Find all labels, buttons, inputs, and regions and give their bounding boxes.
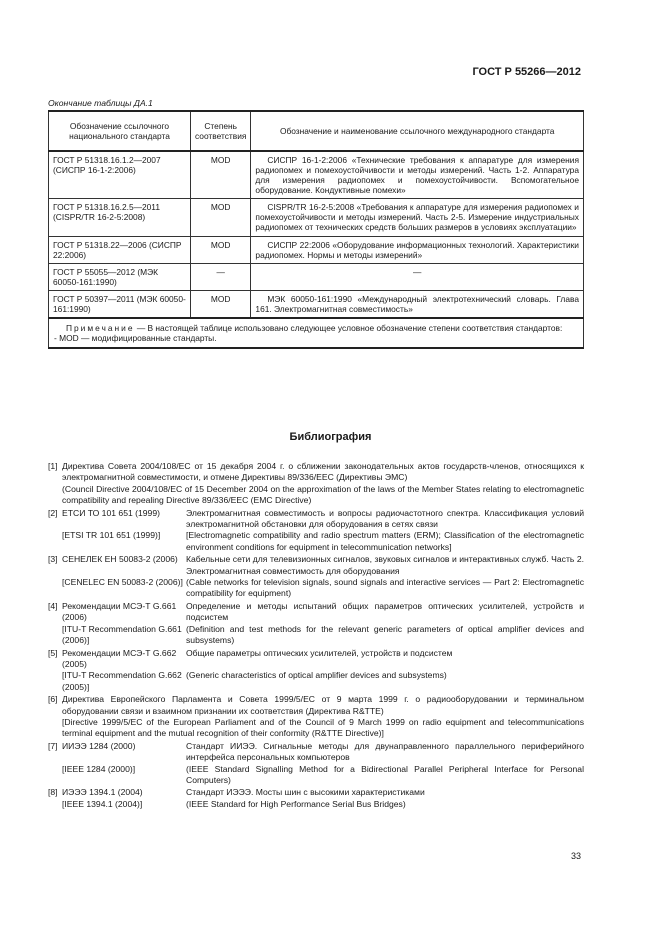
bibliography-entry xyxy=(48,694,584,740)
entry-designation: СЕНЕЛЕК ЕН 50083-2 (2006) xyxy=(62,554,178,565)
entry-title: Стандарт ИИЭЭ. Сигнальные методы для двунаправленного параллельного периферийного интерфейса персональных компьютеров xyxy=(186,740,584,763)
column-header-degree: Степень соответствия xyxy=(191,111,251,151)
entry-text-translation: [Directive 1999/5/EC of the European Parliament and of the Council of 9 March 1999 on radio equipment and telecommunications terminal equipment and the mutual recognition of their conformity (R&TTE Directive)] xyxy=(62,716,584,739)
note-item: - MOD — модифицированные стандарты. xyxy=(54,333,217,344)
entry-designation-original: [ITU-T Recommendation G.662 (2005)] xyxy=(62,670,182,692)
entry-title: Кабельные сети для телевизионных сигналов, звуковых сигналов и интерактивных служб. Часть 2. Электромагнитная совместимость для оборудования xyxy=(186,554,584,576)
table-row xyxy=(49,199,584,236)
column-header-international: Обозначение и наименование ссылочного международного стандарта xyxy=(251,111,584,151)
national-standard-cell: ГОСТ Р 55055—2012 (МЭК 60050-161:1990) xyxy=(49,263,191,290)
international-standard-cell xyxy=(251,236,584,263)
international-standard-cell xyxy=(251,151,584,199)
international-standard-cell xyxy=(251,290,584,318)
international-standard-cell xyxy=(251,199,584,236)
entry-designation: ЕТСИ ТО 101 651 (1999) xyxy=(62,507,160,518)
bibliography-entry xyxy=(48,648,584,694)
entry-title-original: (IEEE Standard Signalling Method for a Bidirectional Parallel Peripheral Interface for Personal Computers) xyxy=(186,763,584,785)
bibliography-list xyxy=(48,461,584,811)
entry-number: [7] xyxy=(48,740,58,751)
entry-designation-original: [IEEE 1394.1 (2004)] xyxy=(62,798,143,809)
entry-text: Директива Европейского Парламента и Совета 1999/5/ЕС от 9 марта 1999 г. о радиооборудовании и терминальном оборудовании связи и взаимном признании их соответствия (Директива R&TTE) xyxy=(62,694,584,716)
entry-title-original: (Generic characteristics of optical amplifier devices and subsystems) xyxy=(186,670,447,681)
entry-designation: ИЭЭЭ 1394.1 (2004) xyxy=(62,787,143,798)
table-row xyxy=(49,151,584,199)
entry-number: [3] xyxy=(48,554,58,565)
entry-title: Электромагнитная совместимость и вопросы радиочастотного спектра. Классификация условий электромагнитной обстановки для оборудования в сетях связи xyxy=(186,507,584,530)
table-row xyxy=(49,263,584,290)
note-label: Примечание xyxy=(66,323,135,334)
entry-designation-original: [ITU-T Recommendation G.661 (2006)] xyxy=(62,623,182,646)
bibliography-entry xyxy=(48,787,584,810)
national-standard-cell: ГОСТ Р 51318.16.2.5—2011 (CISPR/TR 16-2-5:2008) xyxy=(49,199,191,236)
degree-cell: MOD xyxy=(191,236,251,263)
table-row xyxy=(49,290,584,318)
national-standard-cell: ГОСТ Р 51318.16.1.2—2007 (СИСПР 16-1-2:2006) xyxy=(49,151,191,199)
degree-cell: MOD xyxy=(191,290,251,318)
bibliography-entry xyxy=(48,741,584,787)
page-number: 33 xyxy=(570,851,581,861)
reference-table xyxy=(48,110,584,349)
international-standard-text: СИСПР 22:2006 «Оборудование информационных технологий. Характеристики радиопомех. Нормы и методы измерений» xyxy=(255,239,579,260)
entry-title-original: (IEEE Standard for High Performance Serial Bus Bridges) xyxy=(186,798,406,809)
entry-designation-original: [IEEE 1284 (2000)] xyxy=(62,763,136,774)
international-standard-text: СИСПР 16-1-2:2006 «Технические требования к аппаратуре для измерения радиопомех и помехоустойчивости и методы измерений. Часть 1-2. Аппаратура для измерения радиопомех и помехоустойчивости. Вспомогательное оборудование. Кондуктивные помехи» xyxy=(255,155,579,196)
entry-title-original: [Electromagnetic compatibility and radio spectrum matters (ERM); Classification of the electromagnetic environment conditions for equipment in telecommunication networks] xyxy=(186,530,584,552)
entry-number: [5] xyxy=(48,647,58,658)
entry-designation-original: [CENELEC EN 50083-2 (2006)] xyxy=(62,577,183,588)
table-caption: Окончание таблицы ДА.1 xyxy=(48,98,153,108)
table-header-row xyxy=(49,111,584,151)
entry-number: [6] xyxy=(48,694,58,705)
entry-text-translation: (Council Directive 2004/108/EC of 15 December 2004 on the approximation of the laws of the Member States relating to electromagnetic compatibility and repealing Directive 89/336/EEC (EMC Directive) xyxy=(62,483,584,506)
entry-number: [1] xyxy=(48,461,58,471)
degree-cell: — xyxy=(191,263,251,290)
bibliography-title: Библиография xyxy=(289,431,372,443)
international-standard-cell: — xyxy=(251,263,584,290)
entry-title-original: (Cable networks for television signals, sound signals and interactive services — Part 2: Electromagnetic compatibility for equipment) xyxy=(186,577,584,599)
bibliography-entry xyxy=(48,461,584,507)
entry-text: Директива Совета 2004/108/ЕС от 15 декабря 2004 г. о сближении законодательных актов государств-членов, относящихся к электромагнитной совместимости, и отмене Директивы 89/336/ЕЕС (Директивы ЭМС) xyxy=(62,461,584,483)
bibliography-entry xyxy=(48,508,584,554)
degree-cell: MOD xyxy=(191,199,251,236)
column-header-national: Обозначение ссылочного национального стандарта xyxy=(49,111,191,151)
document-code: ГОСТ Р 55266—2012 xyxy=(472,66,581,78)
entry-number: [8] xyxy=(48,787,58,798)
bibliography-entry xyxy=(48,601,584,647)
entry-title: Общие параметры оптических усилителей, устройств и подсистем xyxy=(186,647,453,658)
national-standard-cell: ГОСТ Р 50397—2011 (МЭК 60050-161:1990) xyxy=(49,290,191,318)
table-note-row xyxy=(49,318,584,348)
entry-title: Определение и методы испытаний общих параметров оптических усилителей, устройств и подсистем xyxy=(186,600,584,623)
degree-cell: MOD xyxy=(191,151,251,199)
entry-title: Стандарт ИЭЭЭ. Мосты шин с высокими характеристиками xyxy=(186,787,425,798)
entry-designation-original: [ETSI TR 101 651 (1999)] xyxy=(62,530,161,541)
entry-number: [2] xyxy=(48,507,58,518)
table-row xyxy=(49,236,584,263)
entry-designation: Рекомендации МСЭ-Т G.661 (2006) xyxy=(62,600,177,623)
entry-title-original: (Definition and test methods for the relevant generic parameters of optical amplifier devices and subsystems) xyxy=(186,623,584,646)
bibliography-entry xyxy=(48,554,584,600)
international-standard-text: МЭК 60050-161:1990 «Международный электротехнический словарь. Глава 161. Электромагнитная совместимость» xyxy=(255,293,579,314)
note-text: — В настоящей таблице использовано следующее условное обозначение степени соответствия стандартов: xyxy=(136,323,563,334)
entry-designation: Рекомендации МСЭ-Т G.662 (2005) xyxy=(62,647,177,669)
international-standard-text: CISPR/TR 16-2-5:2008 «Требования к аппаратуре для измерения радиопомех и помехоустойчивости и методы измерений. Часть 2-5. Измерение индустриальных радиопомех от технических средств больших размеров в условиях эксплуатации» xyxy=(255,202,579,233)
national-standard-cell: ГОСТ Р 51318.22—2006 (СИСПР 22:2006) xyxy=(49,236,191,263)
entry-designation: ИИЭЭ 1284 (2000) xyxy=(62,740,136,751)
entry-number: [4] xyxy=(48,600,58,611)
table-note xyxy=(49,318,584,348)
